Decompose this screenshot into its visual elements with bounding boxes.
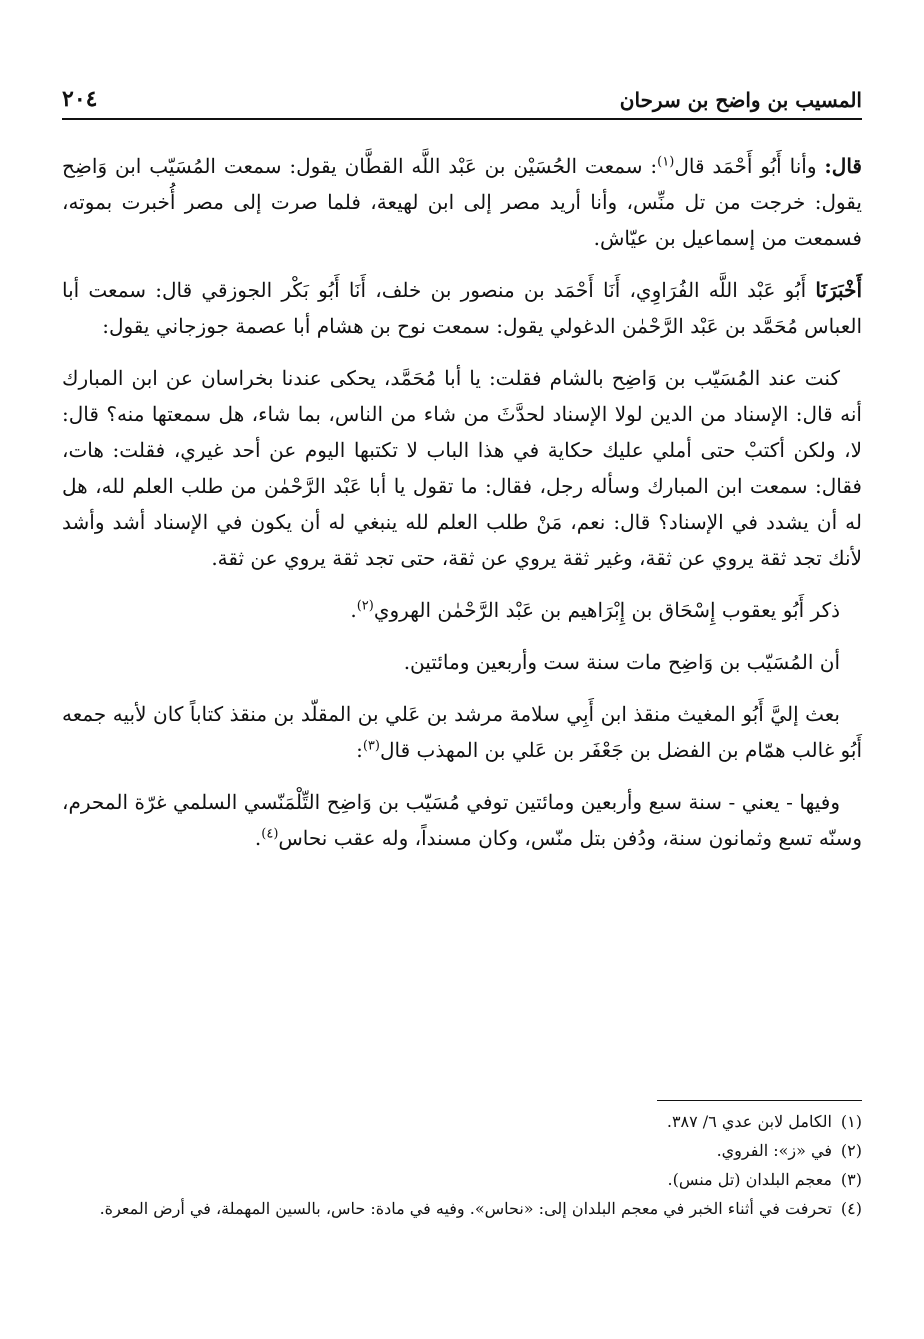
footnote-text: تحرفت في أثناء الخبر في معجم البلدان إلى: «نحاس». وفيه في مادة: حاس، بالسين المهملة، في أرض المعرة. bbox=[99, 1199, 832, 1218]
paragraph-6 bbox=[62, 696, 862, 768]
footnote-number: (٣) bbox=[840, 1170, 862, 1189]
paragraph-text: : bbox=[356, 738, 363, 762]
paragraph-text: : سمعت الحُسَيْن بن عَبْد اللَّه القطَّان يقول: سمعت المُسَيّب ابن وَاضِح يقول: خرجت من تل منِّس، وأنا أريد مصر إلى ابن لهيعة، فلما صرت إلى مصر أُخبرت بموته، فسمعت من إسماعيل بن عيّاش. bbox=[62, 154, 862, 250]
footnote-text: معجم البلدان (تل منس). bbox=[667, 1170, 832, 1189]
footnote-number: (١) bbox=[840, 1112, 862, 1131]
paragraph-text: أن المُسَيّب بن وَاضِح مات سنة ست وأربعين ومائتين. bbox=[403, 650, 840, 674]
paragraph-text: وفيها - يعني - سنة سبع وأربعين ومائتين توفي مُسَيّب بن وَاضِح التِّلْمَنّسي السلمي غرّة المحرم، وسنّه تسع وثمانون سنة، ودُفن بتل منّس، وكان مسنداً، وله عقب نحاس bbox=[62, 790, 862, 850]
paragraph-lead: قال: bbox=[824, 154, 862, 178]
footnote-number: (٢) bbox=[840, 1141, 862, 1160]
paragraph-3 bbox=[62, 360, 862, 576]
main-text bbox=[62, 148, 862, 872]
page-number: ٢٠٤ bbox=[62, 86, 98, 112]
paragraph-2 bbox=[62, 272, 862, 344]
paragraph-1 bbox=[62, 148, 862, 256]
footnote-2 bbox=[62, 1136, 862, 1165]
paragraph-text: . bbox=[254, 826, 262, 850]
paragraph-text: كنت عند المُسَيّب بن وَاضِح بالشام فقلت: يا أبا مُحَمَّد، يحكى عندنا بخراسان عن ابن المبارك أنه قال: الإسناد من الدين لولا الإسناد لحدَّثَ من شاء من الناس، بما شاء، هل سمعتها منه؟ قال: لا، ولكن أكتبْ حتى أملي عليك حكاية في هذا الباب لا تكتبها اليوم عن أحد غيري، فقلت: هات، فقال: سمعت ابن المبارك وسأله رجل، فقال: ما تقول يا أبا عَبْد الرَّحْمٰن من طلب العلم لله، هل له أن يشدد في الإسناد؟ قال: نعم، مَنْ طلب العلم لله ينبغي له أن يكون في الإسناد أشد وأشد لأنك تجد ثقة يروي عن ثقة، وغير ثقة يروي عن ثقة، حتى تجد ثقة يروي عن ثقة. bbox=[62, 366, 862, 570]
footnote-text: في «ز»: الفروي. bbox=[716, 1141, 832, 1160]
footnote-4 bbox=[62, 1194, 862, 1223]
paragraph-7 bbox=[62, 784, 862, 856]
footnote-ref: (٤) bbox=[261, 826, 279, 842]
paragraph-5 bbox=[62, 644, 862, 680]
footnote-1 bbox=[62, 1107, 862, 1136]
paragraph-text: ذكر أَبُو يعقوب إِسْحَاق بن إِبْرَاهيم بن عَبْد الرَّحْمٰن الهروي bbox=[373, 598, 840, 622]
paragraph-text: أَبُو عَبْد اللَّه الفُرَاوِي، أَنَا أَحْمَد بن منصور بن خلف، أَنَا أَبُو بَكْر الجوزقي قال: سمعت أبا العباس مُحَمَّد بن عَبْد الرَّحْمٰن الدغولي يقول: سمعت نوح بن هشام أبا عصمة جوزجاني يقول: bbox=[62, 278, 862, 338]
paragraph-text: وأنا أَبُو أَحْمَد قال bbox=[674, 154, 825, 178]
footnote-ref: (١) bbox=[657, 154, 675, 170]
footnote-ref: (٣) bbox=[362, 738, 380, 754]
footnote-divider bbox=[657, 1100, 862, 1101]
footnote-text: الكامل لابن عدي ٦/ ٣٨٧. bbox=[666, 1112, 832, 1131]
footnote-ref: (٢) bbox=[356, 598, 374, 614]
paragraph-lead: أَخْبَرَنَا bbox=[815, 278, 862, 302]
footnotes bbox=[62, 1100, 862, 1223]
paragraph-text: بعث إليَّ أَبُو المغيث منقذ ابن أَبِي سلامة مرشد بن عَلي بن المقلّد بن منقذ كتاباً كان لأبيه جمعه أَبُو غالب همّام بن الفضل بن جَعْفَر بن عَلي بن المهذب قال bbox=[62, 702, 862, 762]
footnote-3 bbox=[62, 1165, 862, 1194]
running-title: المسيب بن واضح بن سرحان bbox=[619, 88, 862, 112]
paragraph-4 bbox=[62, 592, 862, 628]
page-header bbox=[62, 78, 862, 120]
paragraph-text: . bbox=[350, 598, 357, 622]
footnote-number: (٤) bbox=[840, 1199, 862, 1218]
